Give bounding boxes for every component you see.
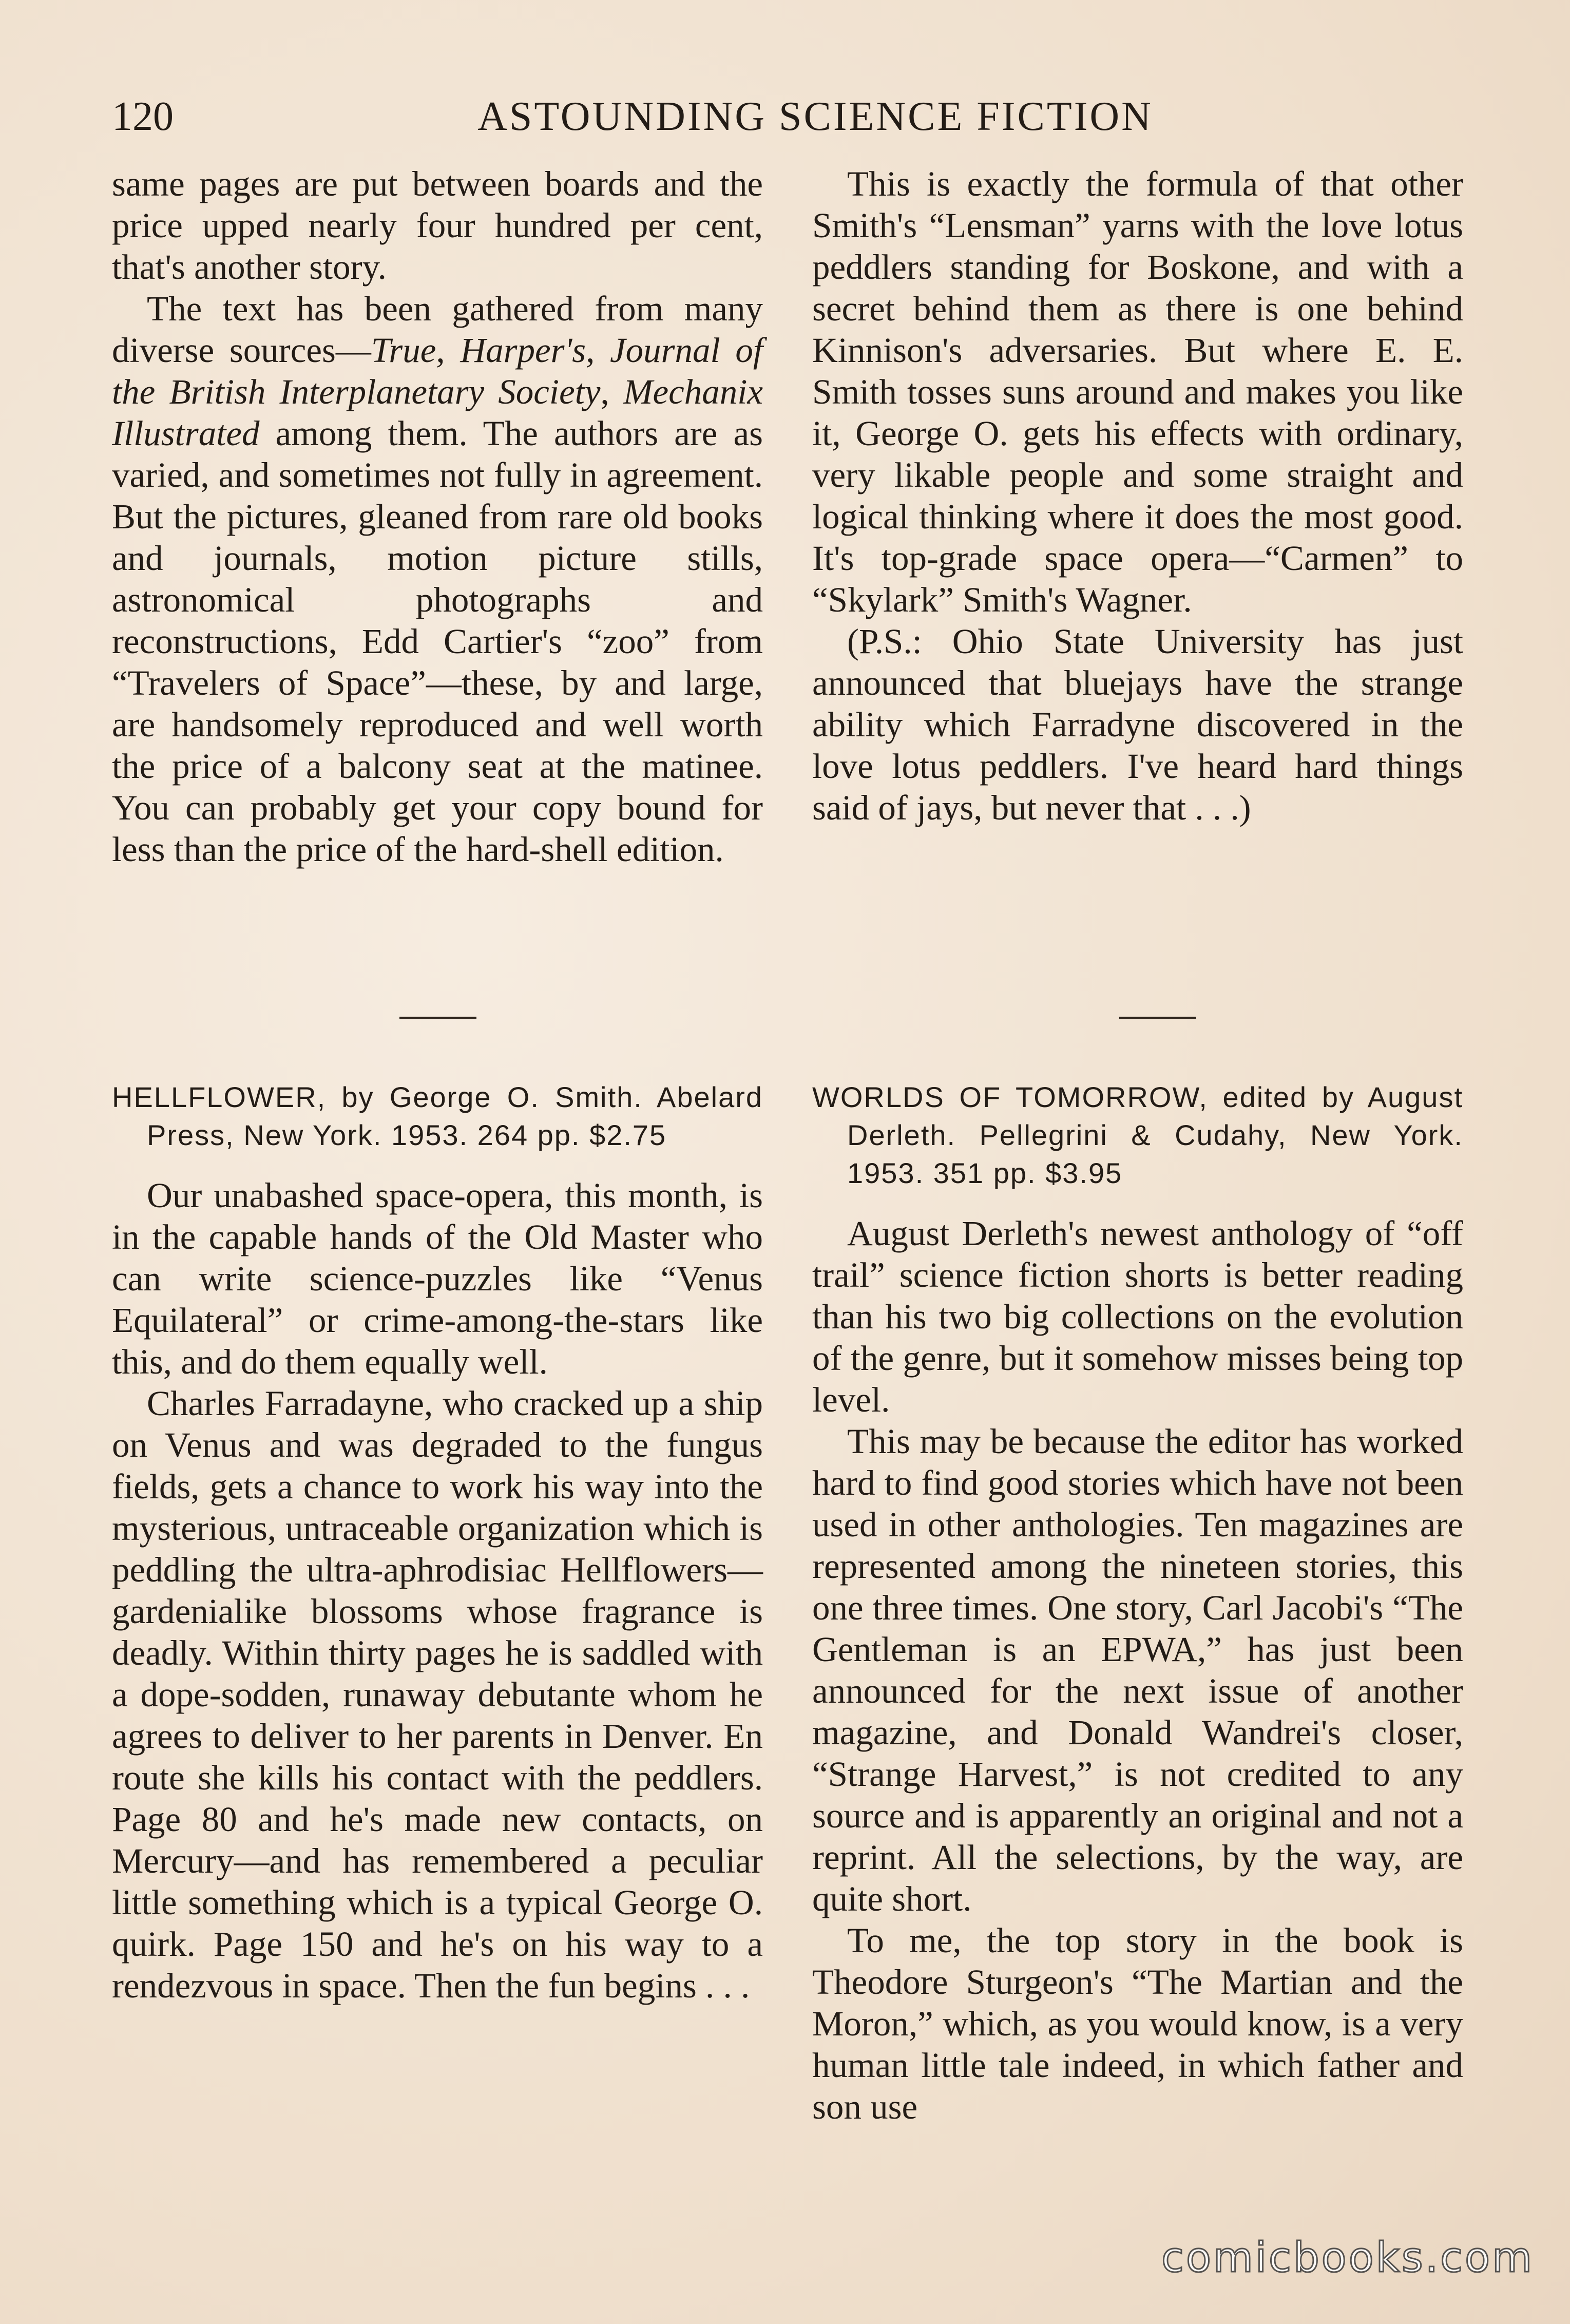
publication-title: Mechanix Illustrated [112, 372, 763, 453]
paragraph: (P.S.: Ohio State University has just announced that bluejays have the strange ability which Farradyne discovered in the love lotus peddlers. I've heard hard things said of jays, but never that . . .) [812, 622, 1463, 827]
paragraph: This is exactly the formula of that other Smith's “Lensman” yarns with the love lotus peddlers standing for Boskone, and with a secret behind them as there is one behind Kinnison's adversaries. But where E. E. Smith tosses suns around and makes you like it, George O. gets his effects with ordinary, very likable people and some straight and logical thinking where it does the most good. It's top-grade space opera—“Carmen” to “Skylark” Smith's Wagner. [812, 164, 1463, 619]
journal-title: ASTOUNDING SCIENCE FICTION [477, 94, 1153, 139]
watermark: comicbooks.com [1161, 2234, 1534, 2281]
book-heading: WORLDS OF TOMORROW, edited by August Derleth. Pellegrini & Cudahy, New York. 1953. 351 pp. $3.95 [812, 1081, 1463, 1189]
running-head [112, 88, 1462, 145]
paragraph: This may be because the editor has worked hard to find good stories which have not been used in other anthologies. Ten magazines are represented among the nineteen stories, this one three times. One story, Carl Jacobi's “The Gentleman is an EPWA,” has just been announced for the next issue of another magazine, and Donald Wandrei's closer, “Strange Harvest,” is not credited to any source and is apparently an original and not a reprint. All the selections, by the way, are quite short. [812, 1422, 1463, 1918]
section-divider [1119, 1017, 1196, 1019]
section-divider [399, 1017, 476, 1019]
paragraph: Charles Farradayne, who cracked up a ship on Venus and was degraded to the fungus fields, gets a chance to work his way into the mysterious, untraceable organization which is peddling the ultra-aphrodisiac Hellflowers—gardenialike blossoms whose fragrance is deadly. Within thirty pages he is saddled with a dope-sodden, runaway debutante whom he agrees to deliver to her parents in Denver. En route she kills his contact with the peddlers. Page 80 and he's made new contacts, on Mercury—and has remembered a peculiar little something which is a typical George O. quirk. Page 150 and he's on his way to a rendezvous in space. Then the fun begins . . . [112, 1384, 763, 2005]
paragraph: To me, the top story in the book is Theodore Sturgeon's “The Martian and the Moron,” which, as you would know, is a very human little tale indeed, in which father and son use [812, 1921, 1463, 2126]
publication-title: Harper's [460, 331, 586, 370]
left-column-review [112, 1078, 763, 2007]
right-column-review [812, 1078, 1463, 2128]
publication-title: True [371, 331, 436, 370]
right-column-intro [812, 163, 1463, 829]
page-number: 120 [112, 94, 174, 139]
publication-title: Journal of the British Interplanetary Society [112, 331, 763, 411]
paragraph: same pages are put between boards and the price upped nearly four hundred per cent, that's another story. [112, 164, 763, 287]
left-column-intro [112, 163, 763, 870]
paragraph: August Derleth's newest anthology of “off trail” science fiction shorts is better reading than his two big collections on the evolution of the genre, but it somehow misses being top level. [812, 1214, 1463, 1419]
book-heading: HELLFLOWER, by George O. Smith. Abelard Press, New York. 1953. 264 pp. $2.75 [112, 1081, 763, 1151]
paragraph: Our unabashed space-opera, this month, is in the capable hands of the Old Master who can write science-puzzles like “Venus Equilateral” or crime-among-the-stars like this, and do them equally well. [112, 1176, 763, 1381]
paragraph: The text has been gathered from many diverse sources—True, Harper's, Journal of the British Interplanetary Society, Mechanix Illustrated among them. The authors are as varied, and sometimes not fully in agreement. But the pictures, gleaned from rare old books and journals, motion picture stills, astronomical photographs and reconstructions, Edd Cartier's “zoo” from “Travelers of Space”—these, by and large, are handsomely reproduced and well worth the price of a balcony seat at the matinee. You can probably get your copy bound for less than the price of the hard-shell edition. [112, 289, 763, 869]
